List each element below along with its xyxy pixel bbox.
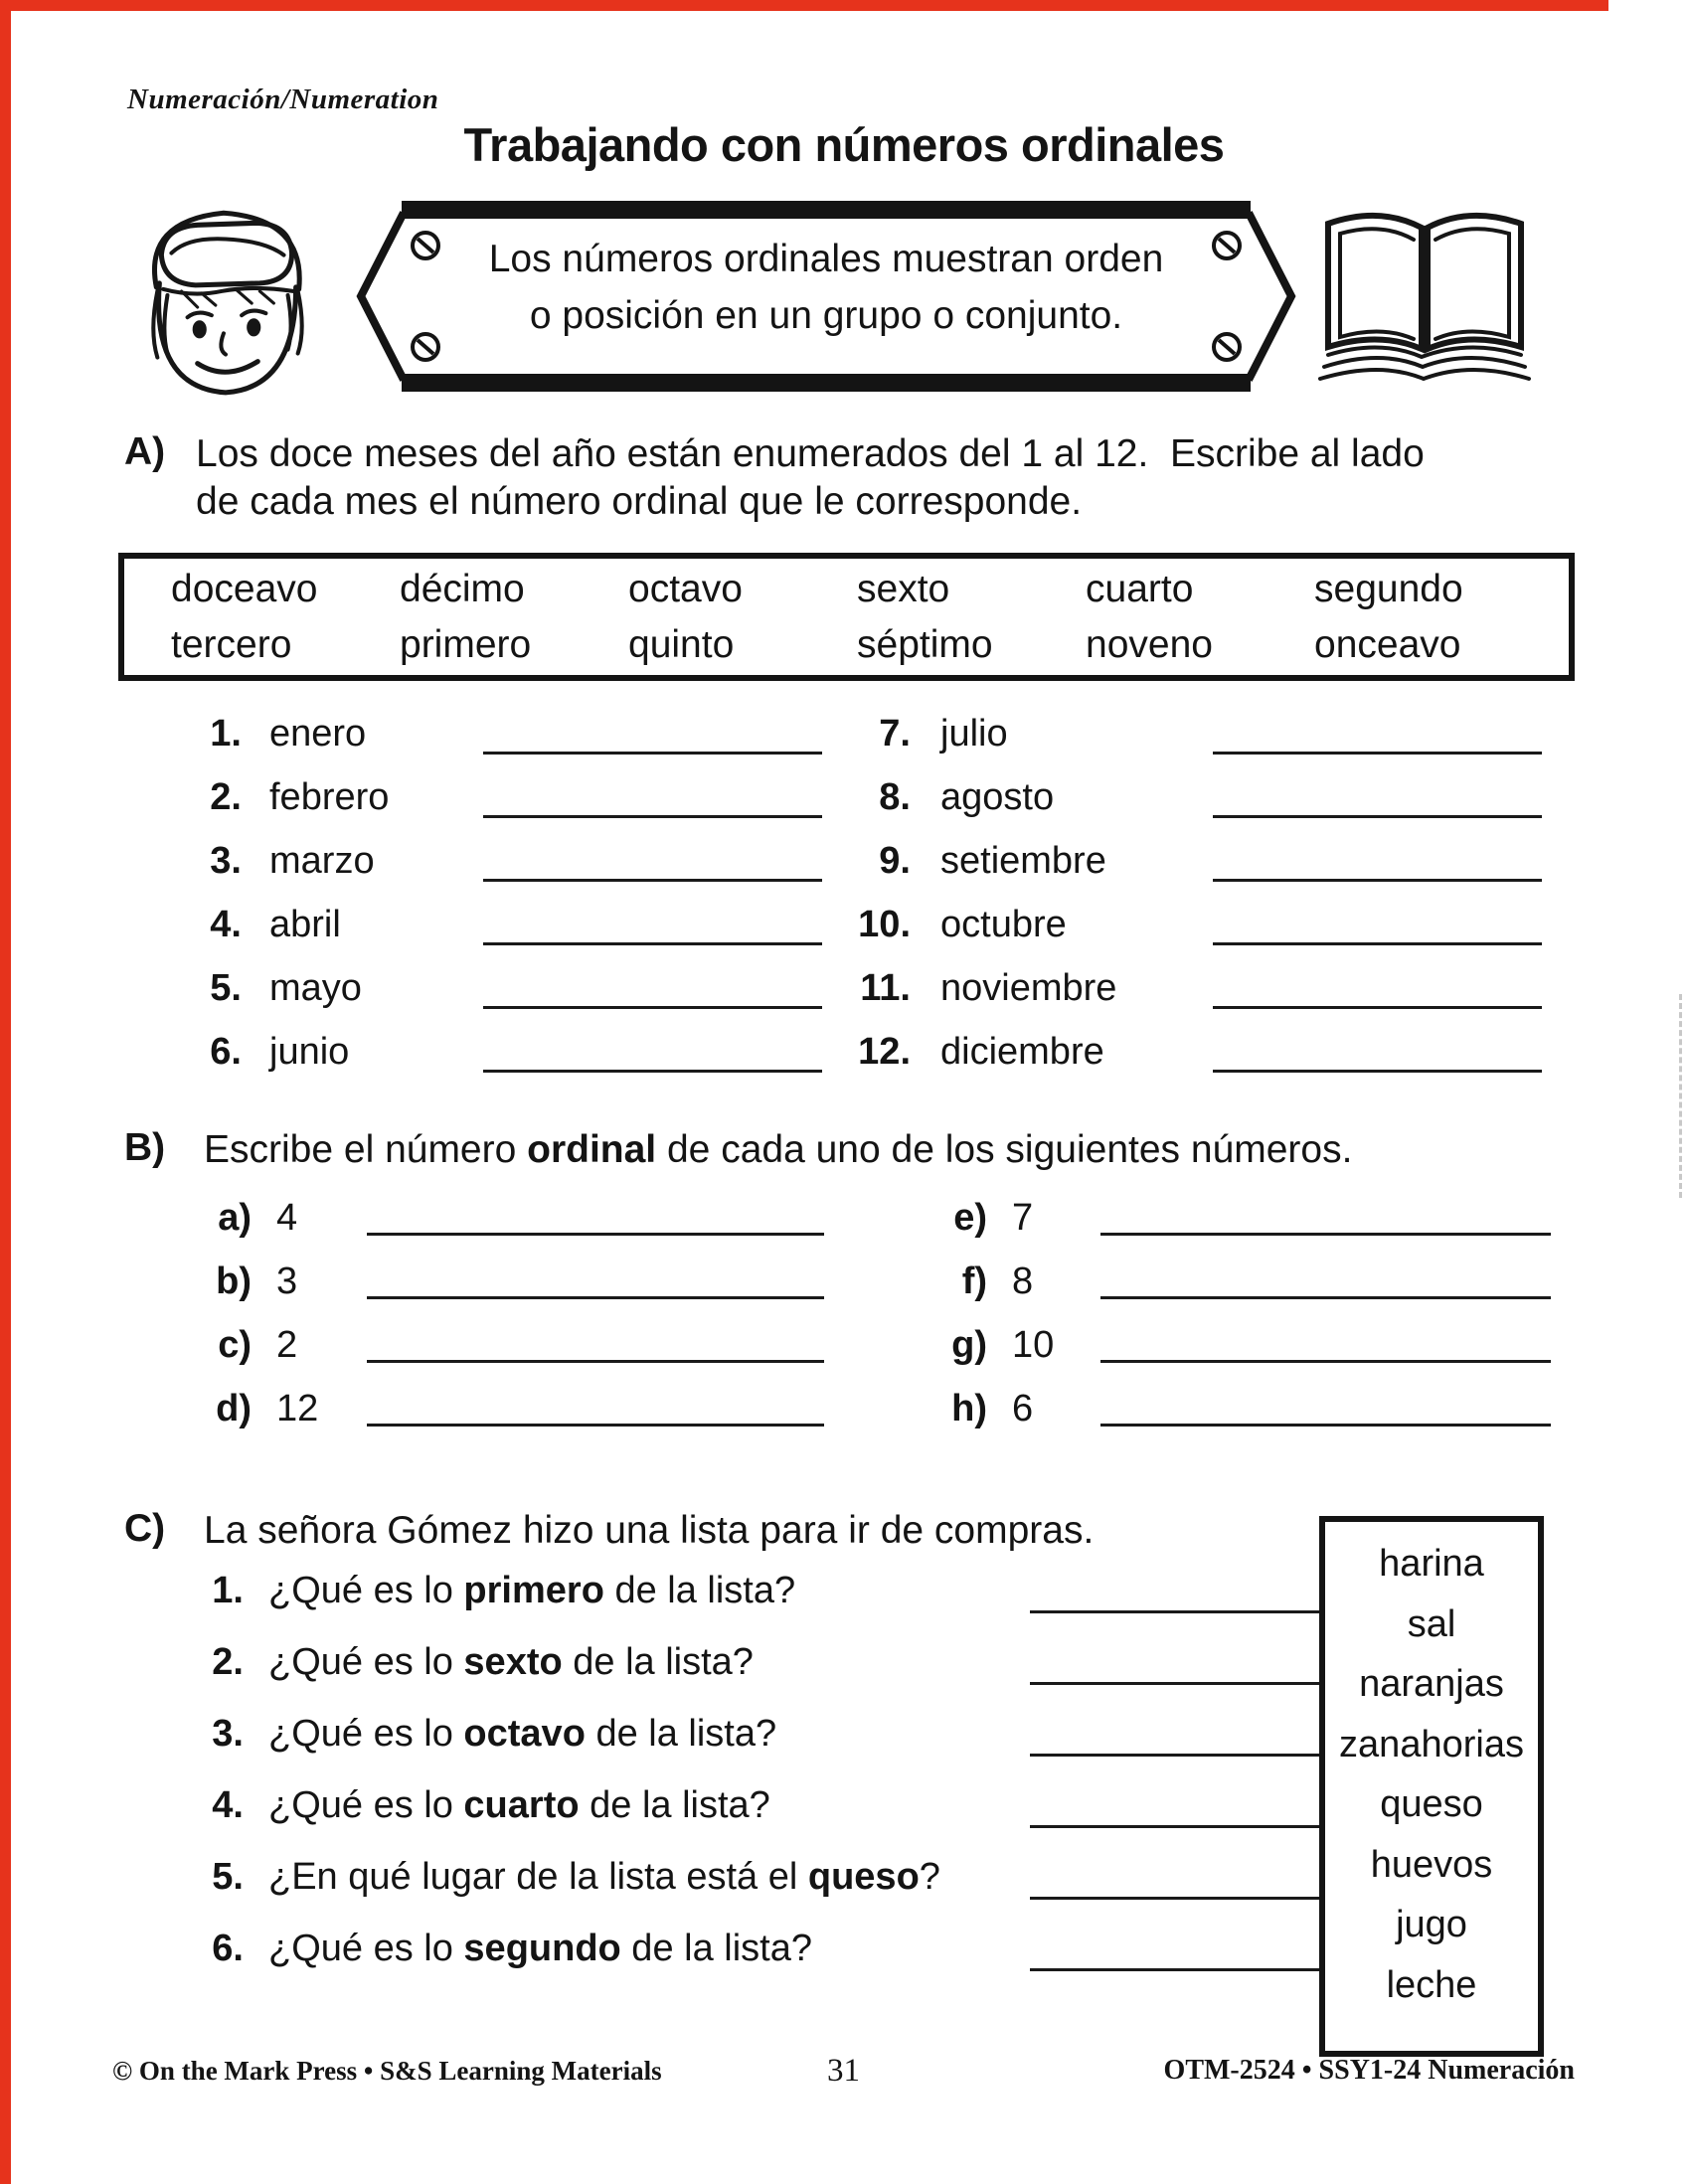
word-bank (118, 553, 1575, 681)
month-row (149, 702, 835, 765)
month-row (815, 765, 1551, 829)
answer-line (1030, 1897, 1322, 1900)
item-letter: h) (951, 1387, 987, 1429)
month-name: enero (269, 712, 367, 755)
answer-line (367, 1360, 824, 1363)
shopping-list-item: leche (1386, 1963, 1477, 2006)
question-number: 6. (212, 1927, 244, 1969)
ordinal-item-row (189, 1186, 845, 1250)
month-number: 2. (210, 775, 242, 818)
item-number: 8 (1012, 1260, 1034, 1302)
month-name: febrero (269, 775, 390, 818)
question-number: 1. (212, 1569, 244, 1611)
ordinal-item-row (189, 1377, 845, 1440)
question-pre: ¿Qué es lo (268, 1712, 464, 1755)
month-name: abril (269, 903, 341, 945)
word-bank-item: onceavo (1314, 622, 1461, 666)
answer-line (1100, 1233, 1551, 1236)
month-number: 7. (879, 712, 911, 755)
question-row (189, 1913, 1322, 1984)
question-row (189, 1555, 1322, 1626)
answer-line (1030, 1825, 1322, 1828)
question-text (244, 1713, 776, 1756)
answer-line (1100, 1424, 1551, 1427)
month-row (815, 1020, 1551, 1084)
question-post: ? (919, 1855, 940, 1898)
answer-line (483, 879, 822, 882)
answer-line (483, 1006, 822, 1009)
question-pre: ¿Qué es lo (268, 1783, 464, 1826)
word-bank-item: primero (400, 622, 532, 666)
month-name: setiembre (940, 839, 1106, 882)
item-number: 2 (276, 1323, 298, 1366)
word-bank-item: décimo (400, 567, 525, 610)
answer-line (367, 1424, 824, 1427)
month-name: junio (269, 1030, 350, 1073)
answer-line (483, 942, 822, 945)
question-post: de la lista? (579, 1783, 770, 1826)
question-number: 5. (212, 1855, 244, 1898)
section-a-line1: Los doce meses del año están enumerados del 1 al 12. Escribe al lado (196, 432, 1425, 475)
section-b-label: B) (124, 1126, 166, 1169)
month-number: 3. (210, 839, 242, 882)
answer-line (1213, 752, 1542, 755)
month-row (815, 829, 1551, 893)
item-number: 10 (1012, 1323, 1055, 1366)
answer-line (1213, 879, 1542, 882)
answer-line (483, 1070, 822, 1073)
shopping-list-item: harina (1379, 1543, 1484, 1585)
month-number: 5. (210, 966, 242, 1009)
question-bold-word: sexto (463, 1640, 563, 1683)
footer-product-code: OTM-2524 • SSY1-24 Numeración (1163, 2055, 1575, 2086)
month-row (815, 702, 1551, 765)
question-row (189, 1626, 1322, 1698)
item-letter: b) (216, 1260, 252, 1302)
page-footer (112, 2046, 1575, 2096)
word-bank-item: quinto (628, 622, 735, 666)
answer-line (1030, 1968, 1322, 1971)
month-name: agosto (940, 775, 1055, 818)
months-list-right (815, 702, 1551, 1084)
question-row (189, 1769, 1322, 1841)
banner-text (423, 231, 1229, 344)
shopping-list-item: sal (1407, 1602, 1456, 1645)
month-row (815, 893, 1551, 956)
month-number: 6. (210, 1030, 242, 1073)
question-text (244, 1570, 795, 1612)
question-text (244, 1641, 754, 1684)
answer-line (1213, 942, 1542, 945)
ordinal-items-right (925, 1186, 1566, 1440)
question-number: 4. (212, 1783, 244, 1826)
section-a-label: A) (124, 430, 166, 473)
item-number: 7 (1012, 1196, 1034, 1239)
question-pre: ¿Qué es lo (268, 1640, 464, 1683)
month-name: marzo (269, 839, 375, 882)
answer-line (367, 1233, 824, 1236)
question-bold-word: queso (807, 1855, 920, 1898)
question-post: de la lista? (562, 1640, 754, 1683)
ordinal-item-row (925, 1313, 1566, 1377)
month-row (149, 765, 835, 829)
word-bank-item: tercero (171, 622, 292, 666)
question-bold-word: primero (463, 1569, 604, 1611)
banner-line2: o posición en un grupo o conjunto. (529, 294, 1123, 337)
question-bold-word: cuarto (463, 1783, 580, 1826)
word-bank-item: octavo (628, 567, 743, 610)
item-letter: a) (218, 1196, 252, 1239)
banner-line1: Los números ordinales muestran orden (488, 238, 1164, 280)
section-c-label: C) (124, 1507, 166, 1550)
item-number: 4 (276, 1196, 298, 1239)
page-header: Numeración/Numeration (127, 84, 439, 115)
answer-line (1213, 1070, 1542, 1073)
answer-line (1213, 815, 1542, 818)
question-post: de la lista? (585, 1712, 777, 1755)
month-number: 8. (879, 775, 911, 818)
month-name: diciembre (940, 1030, 1104, 1073)
question-number: 2. (212, 1640, 244, 1683)
shopping-list-item: queso (1380, 1783, 1483, 1825)
question-bold-word: segundo (463, 1927, 621, 1969)
month-row (149, 1020, 835, 1084)
open-book-icon (1310, 197, 1539, 392)
section-a-instructions (196, 430, 1425, 526)
boy-face-illustration (123, 191, 334, 402)
answer-line (1100, 1360, 1551, 1363)
question-bold-word: octavo (463, 1712, 586, 1755)
page-title: Trabajando con números ordinales (463, 118, 1225, 171)
answer-line (1030, 1610, 1322, 1613)
month-name: mayo (269, 966, 362, 1009)
section-a-line2: de cada mes el número ordinal que le corresponde. (196, 480, 1083, 523)
month-row (149, 956, 835, 1020)
scan-edge-top (0, 0, 1608, 11)
question-number: 3. (212, 1712, 244, 1755)
shopping-questions (189, 1555, 1322, 1984)
month-row (815, 956, 1551, 1020)
month-name: noviembre (940, 966, 1117, 1009)
item-letter: g) (951, 1323, 987, 1366)
word-bank-item: noveno (1086, 622, 1213, 666)
ordinal-item-row (189, 1250, 845, 1313)
item-letter: c) (218, 1323, 252, 1366)
answer-line (483, 752, 822, 755)
scan-artifact-dashes (1679, 994, 1682, 1198)
section-b-instructions (204, 1126, 1352, 1174)
months-list-left (149, 702, 835, 1084)
shopping-list-item: huevos (1370, 1843, 1493, 1886)
month-number: 4. (210, 903, 242, 945)
shopping-list (1319, 1516, 1544, 2057)
item-number: 12 (276, 1387, 319, 1429)
section-b-bold-word: ordinal (527, 1128, 657, 1171)
month-number: 11. (860, 966, 911, 1009)
section-c-instructions: La señora Gómez hizo una lista para ir de compras. (204, 1509, 1095, 1552)
answer-line (1100, 1296, 1551, 1299)
answer-line (1030, 1754, 1322, 1757)
question-pre: ¿En qué lugar de la lista está el (268, 1855, 808, 1898)
ordinal-item-row (925, 1186, 1566, 1250)
ordinal-item-row (925, 1250, 1566, 1313)
question-row (189, 1841, 1322, 1913)
answer-line (1030, 1682, 1322, 1685)
question-pre: ¿Qué es lo (268, 1927, 464, 1969)
shopping-list-item: naranjas (1359, 1663, 1504, 1705)
item-letter: e) (953, 1196, 987, 1239)
info-banner-plaque (354, 199, 1298, 394)
answer-line (483, 815, 822, 818)
item-letter: d) (216, 1387, 252, 1429)
word-bank-item: cuarto (1086, 567, 1194, 610)
ordinal-item-row (189, 1313, 845, 1377)
shopping-list-item: zanahorias (1339, 1723, 1524, 1765)
month-row (149, 893, 835, 956)
month-row (149, 829, 835, 893)
question-text (244, 1856, 940, 1899)
question-pre: ¿Qué es lo (268, 1569, 464, 1611)
word-bank-item: segundo (1314, 567, 1463, 610)
section-b-pre: Escribe el número (204, 1128, 528, 1171)
month-number: 1. (210, 712, 242, 755)
answer-line (367, 1296, 824, 1299)
question-post: de la lista? (603, 1569, 796, 1611)
month-number: 12. (858, 1030, 911, 1073)
month-name: octubre (940, 903, 1067, 945)
word-bank-item: sexto (857, 567, 950, 610)
question-text (244, 1784, 770, 1827)
shopping-list-item: jugo (1396, 1904, 1467, 1945)
footer-publisher: © On the Mark Press • S&S Learning Materials (112, 2055, 662, 2086)
question-post: de la lista? (620, 1927, 812, 1969)
section-b-post: de cada uno de los siguientes números. (656, 1128, 1353, 1171)
item-letter: f) (961, 1260, 987, 1302)
scan-edge-left (0, 0, 11, 2184)
month-number: 9. (879, 839, 911, 882)
month-number: 10. (858, 903, 911, 945)
question-row (189, 1698, 1322, 1769)
ordinal-item-row (925, 1377, 1566, 1440)
item-number: 3 (276, 1260, 298, 1302)
month-name: julio (940, 712, 1008, 755)
item-number: 6 (1012, 1387, 1034, 1429)
footer-page-number: 31 (827, 2052, 860, 2089)
word-bank-item: doceavo (171, 567, 318, 610)
word-bank-item: séptimo (857, 622, 993, 666)
question-text (244, 1928, 812, 1970)
ordinal-items-left (189, 1186, 845, 1440)
answer-line (1213, 1006, 1542, 1009)
